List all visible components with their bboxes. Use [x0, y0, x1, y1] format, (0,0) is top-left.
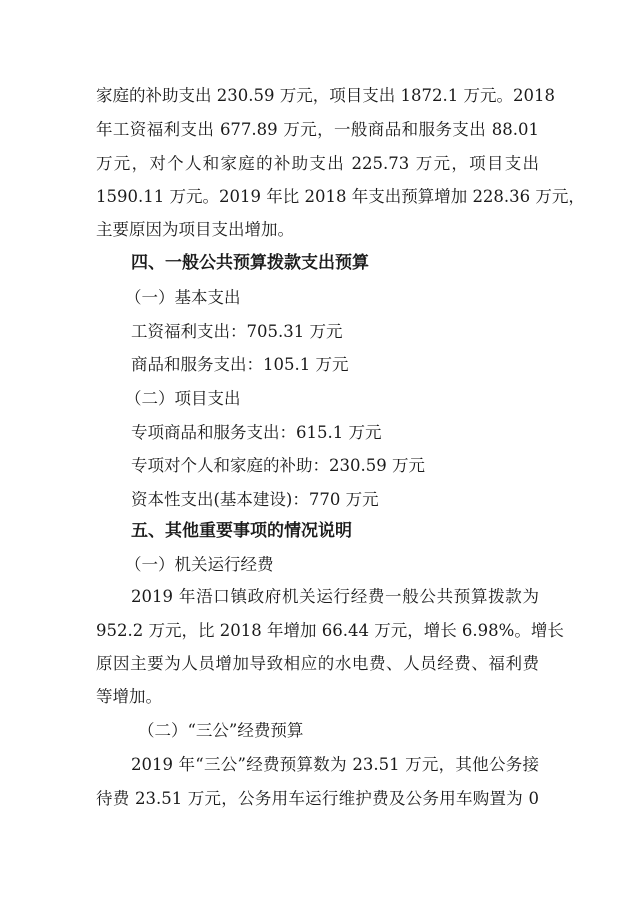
subsection-title: （一）机关运行经费: [125, 555, 274, 574]
paragraph-line: 1590.11 万元。2019 年比 2018 年支出预算增加 228.36 万元，: [96, 187, 585, 206]
paragraph-line: 家庭的补助支出 230.59 万元，项目支出 1872.1 万元。2018: [96, 86, 555, 105]
budget-item: 专项对个人和家庭的补助：230.59 万元: [131, 456, 425, 475]
budget-item: 资本性支出(基本建设)：770 万元: [131, 490, 379, 509]
section-heading: 五、其他重要事项的情况说明: [131, 521, 352, 541]
paragraph-line: 2019 年浯口镇政府机关运行经费一般公共预算拨款为: [131, 587, 539, 606]
paragraph-line: 等增加。: [96, 687, 162, 706]
budget-item: 商品和服务支出：105.1 万元: [131, 355, 349, 374]
paragraph-line: 万元，对个人和家庭的补助支出 225.73 万元，项目支出: [96, 154, 539, 173]
budget-item: 工资福利支出：705.31 万元: [131, 322, 343, 341]
paragraph-line: 原因主要为人员增加导致相应的水电费、人员经费、福利费: [96, 654, 539, 673]
subsection-title: （一）基本支出: [125, 288, 241, 307]
section-heading: 四、一般公共预算拨款支出预算: [131, 253, 369, 273]
paragraph-line: 952.2 万元，比 2018 年增加 66.44 万元，增长 6.98%。增长: [96, 621, 564, 640]
paragraph-line: 主要原因为项目支出增加。: [96, 220, 294, 239]
budget-item: 专项商品和服务支出：615.1 万元: [131, 423, 382, 442]
paragraph-line: 待费 23.51 万元，公务用车运行维护费及公务用车购置为 0: [96, 789, 539, 808]
subsection-title: （二）项目支出: [125, 389, 241, 408]
paragraph-line: 年工资福利支出 677.89 万元，一般商品和服务支出 88.01: [96, 120, 539, 139]
paragraph-line: 2019 年“三公”经费预算数为 23.51 万元，其他公务接: [131, 755, 539, 774]
subsection-title: （二）“三公”经费预算: [138, 721, 304, 740]
